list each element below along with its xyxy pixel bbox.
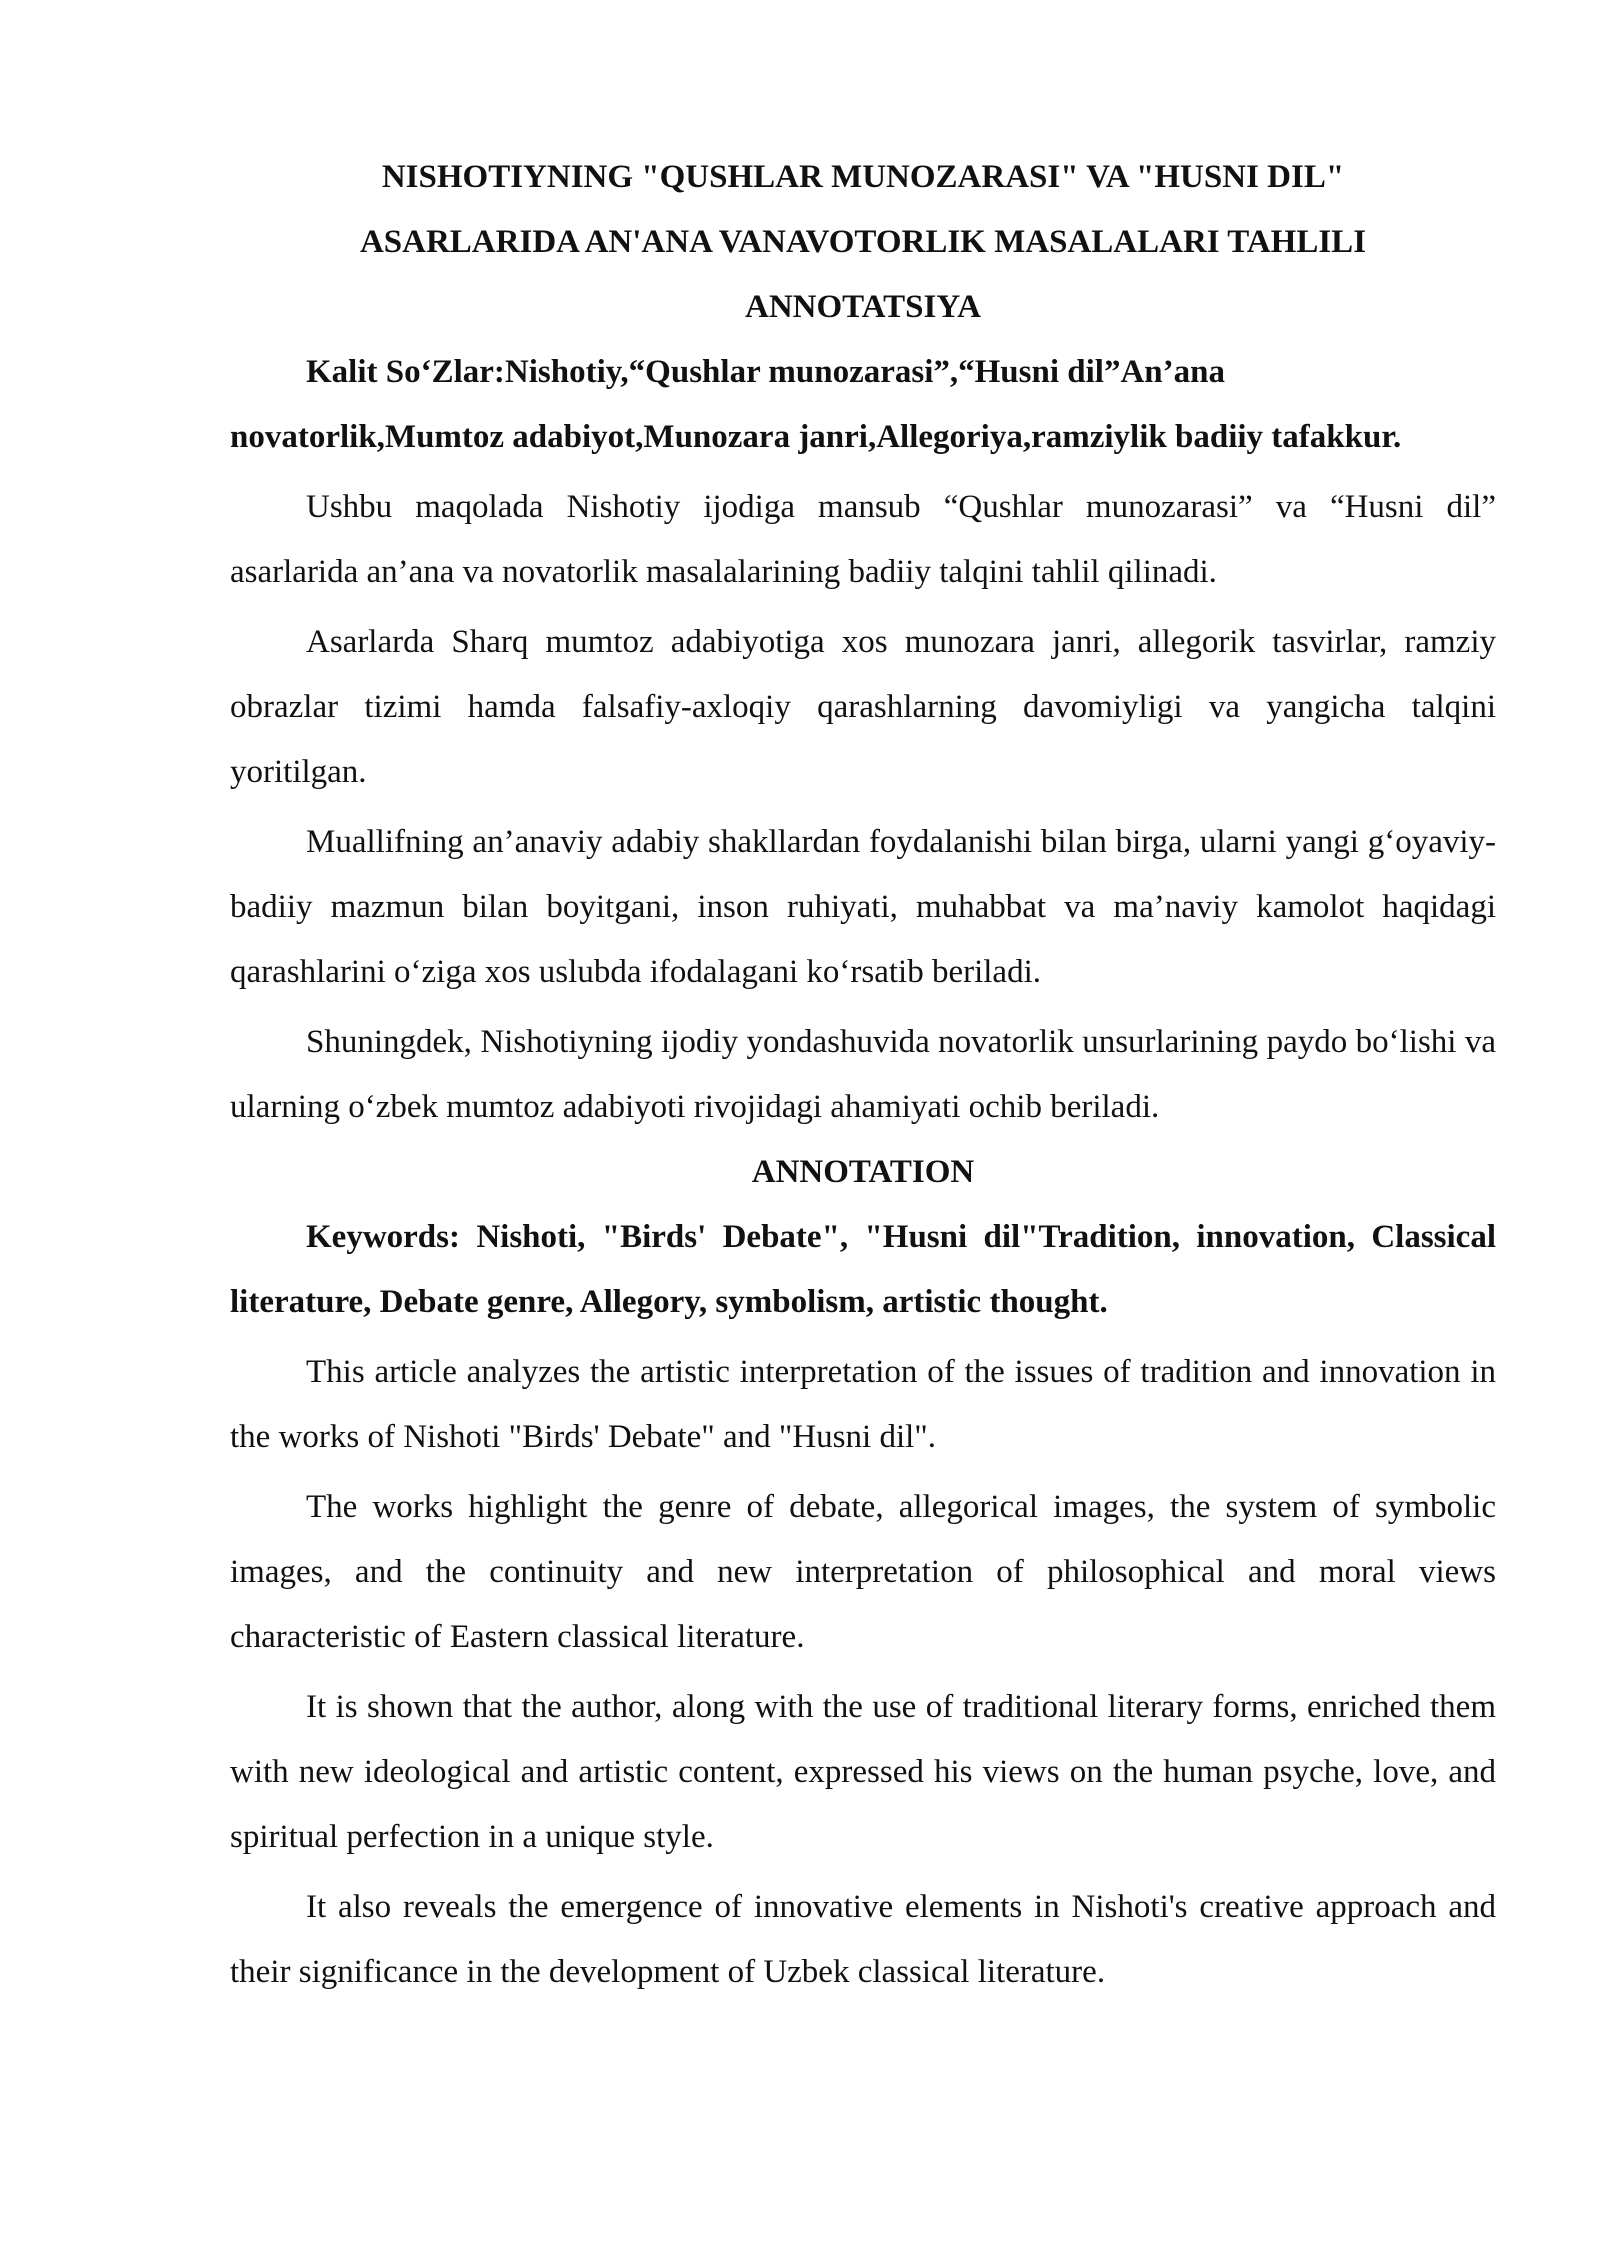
uz-paragraph-4: Shuningdek, Nishotiyning ijodiy yondashuvida novatorlik unsurlarining paydo bo‘lishi va ularning o‘zbek mumtoz adabiyoti rivojidagi ahamiyati ochib beriladi. xyxy=(230,1024,1496,1125)
document-title xyxy=(230,145,1496,275)
en-paragraph-1: This article analyzes the artistic interpretation of the issues of tradition and innovation in the works of Nishoti "Birds' Debate" and "Husni dil". xyxy=(230,1354,1496,1455)
en-keywords: Keywords: Nishoti, "Birds' Debate", "Husni dil"Tradition, innovation, Classical literature, Debate genre, Allegory, symbolism, artistic thought. xyxy=(230,1219,1496,1320)
en-paragraph-3: It is shown that the author, along with the use of traditional literary forms, enriched them with new ideological and artistic content, expressed his views on the human psyche, love, and spiritual perfection in a unique style. xyxy=(230,1689,1496,1855)
en-paragraph-4: It also reveals the emergence of innovative elements in Nishoti's creative approach and their significance in the development of Uzbek classical literature. xyxy=(230,1889,1496,1990)
title-line-1: NISHOTIYNING "QUSHLAR MUNOZARASI" VA "HUSNI DIL" xyxy=(381,159,1345,195)
title-line-2: ASARLARIDA AN'ANA VANAVOTORLIK MASALALARI TAHLILI xyxy=(359,224,1367,260)
uz-annotation-heading: ANNOTATSIYA xyxy=(745,289,981,325)
uz-paragraph-2: Asarlarda Sharq mumtoz adabiyotiga xos munozara janri, allegorik tasvirlar, ramziy obrazlar tizimi hamda falsafiy-axloqiy qarashlarning davomiyligi va yangicha talqini yoritilgan. xyxy=(230,624,1496,790)
en-annotation-heading: ANNOTATION xyxy=(751,1154,975,1190)
en-paragraph-2: The works highlight the genre of debate, allegorical images, the system of symbolic images, and the continuity and new interpretation of philosophical and moral views characteristic of Eastern classical literature. xyxy=(230,1489,1496,1655)
uz-keywords: Kalit So‘Zlar:Nishotiy,“Qushlar munozarasi”,“Husni dil”An’ana novatorlik,Mumtoz adabiyot,Munozara janri,Allegoriya,ramziylik badiiy tafakkur. xyxy=(230,354,1402,455)
uz-paragraph-3: Muallifning an’anaviy adabiy shakllardan foydalanishi bilan birga, ularni yangi g‘oyaviy-badiiy mazmun bilan boyitgani, inson ruhiyati, muhabbat va ma’naviy kamolot haqidagi qarashlarini o‘ziga xos uslubda ifodalagani ko‘rsatib beriladi. xyxy=(230,824,1496,990)
document-body xyxy=(230,145,1496,2005)
uz-paragraph-1: Ushbu maqolada Nishotiy ijodiga mansub “Qushlar munozarasi” va “Husni dil” asarlarida an’ana va novatorlik masalalarining badiiy talqini tahlil qilinadi. xyxy=(230,489,1496,590)
